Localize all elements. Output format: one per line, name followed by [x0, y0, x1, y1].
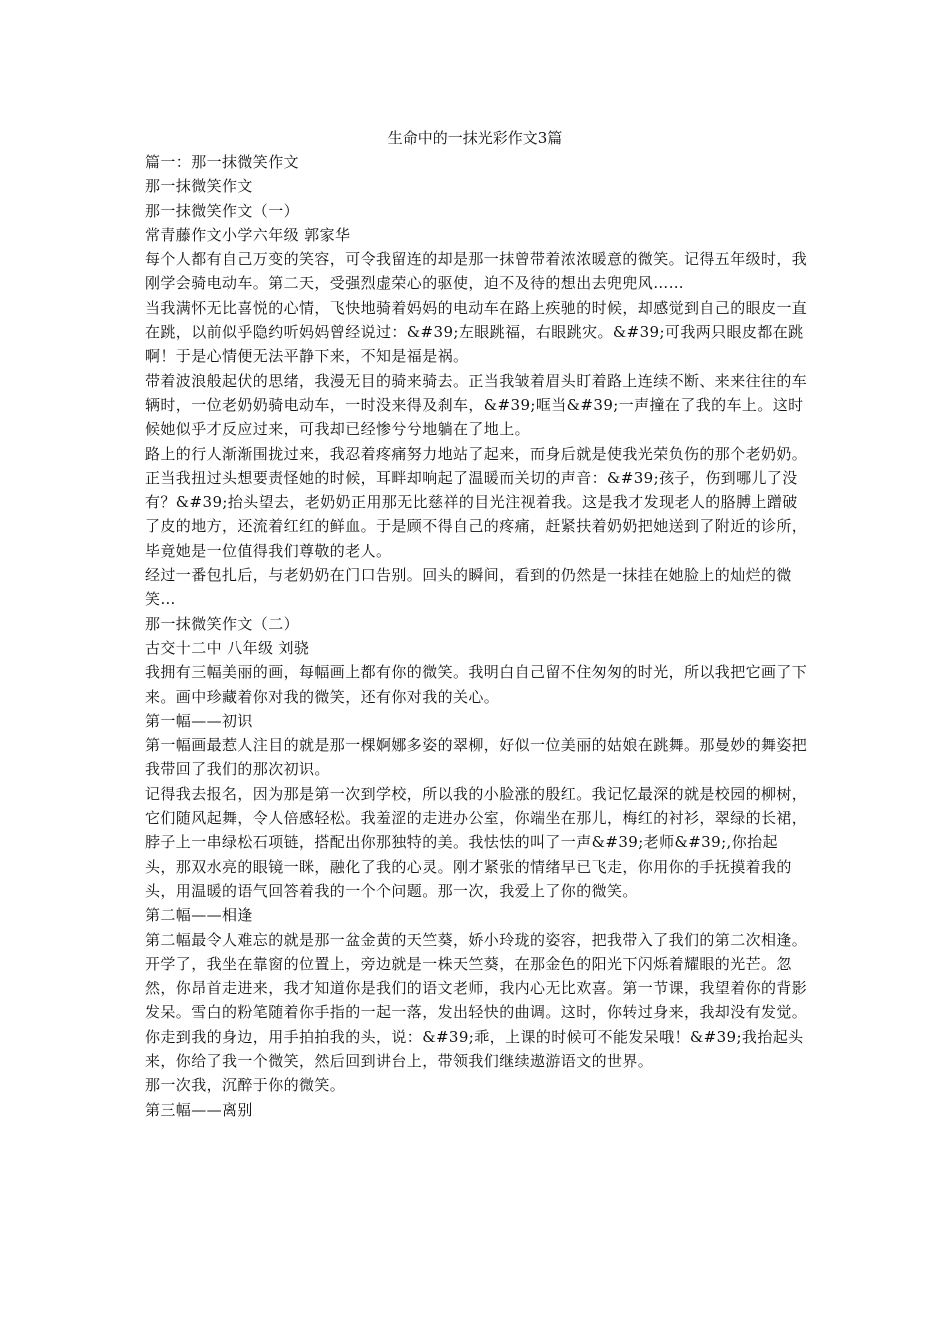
paragraph: 每个人都有自己万变的笑容，可令我留连的却是那一抹曾带着浓浓暖意的微笑。记得五年级时，我刚学会骑电动车。第二天，受强烈虚荣心的驱使，迫不及待的想出去兜兜风…… [145, 250, 808, 293]
paragraph: 经过一番包扎后，与老奶奶在门口告别。回头的瞬间，看到的仍然是一抹挂在她脸上的灿烂的微笑… [145, 566, 792, 609]
document-body [145, 150, 808, 1122]
paragraph: 那一抹微笑作文（一） [145, 201, 300, 220]
paragraph: 第二幅——相逢 [145, 906, 253, 925]
paragraph: 第一幅——初识 [145, 711, 253, 730]
paragraph: 第三幅——离别 [145, 1100, 253, 1119]
paragraph: 开学了，我坐在靠窗的位置上，旁边就是一株天竺葵，在那金色的阳光下闪烁着耀眼的光芒。忽然，你昂首走进来，我才知道你是我们的语文老师，我内心无比欢喜。第一节课，我望着你的背影发呆。雪白的粉笔随着你手指的一起一落，发出轻快的曲调。这时，你转过身来，我却没有发觉。你走到我的身边，用手拍拍我的头，说：&#39;乖，上课的时候可不能发呆哦！&#39;我抬起头来，你给了我一个微笑，然后回到讲台上，带领我们继续遨游语文的世界。 [145, 954, 808, 1070]
paragraph: 那一次我，沉醉于你的微笑。 [145, 1076, 346, 1095]
paragraph: 带着波浪般起伏的思绪，我漫无目的骑来骑去。正当我皱着眉头盯着路上连续不断、来来往往的车辆时，一位老奶奶骑电动车，一时没来得及刹车，&#39;哐当&#39;一声撞在了我的车上。这时候她似乎才反应过来，可我却已经惨兮兮地躺在了地上。 [145, 371, 808, 439]
paragraph: 路上的行人渐渐围拢过来，我忍着疼痛努力地站了起来，而身后就是使我光荣负伤的那个老奶奶。正当我扭过头想要责怪她的时候，耳畔却响起了温暖而关切的声音：&#39;孩子，伤到哪儿了没有？&#39;抬头望去，老奶奶正用那无比慈祥的目光注视着我。这是我才发现老人的胳膊上蹭破了皮的地方，还流着红红的鲜血。于是顾不得自己的疼痛，赶紧扶着奶奶把她送到了附近的诊所，毕竟她是一位值得我们尊敬的老人。 [145, 444, 808, 560]
paragraph: 当我满怀无比喜悦的心情，飞快地骑着妈妈的电动车在路上疾驰的时候，却感觉到自己的眼皮一直在跳，以前似乎隐约听妈妈曾经说过：&#39;左眼跳福，右眼跳灾。&#39;可我两只眼皮都在跳啊！于是心情便无法平静下来，不知是福是祸。 [145, 298, 808, 366]
paragraph: 第二幅最令人难忘的就是那一盆金黄的天竺葵，娇小玲珑的姿容，把我带入了我们的第二次相逢。 [145, 930, 808, 949]
paragraph: 常青藤作文小学六年级 郭家华 [145, 225, 351, 244]
paragraph: 那一抹微笑作文 [145, 177, 253, 196]
paragraph: 我拥有三幅美丽的画，每幅画上都有你的微笑。我明白自己留不住匆匆的时光，所以我把它画了下来。画中珍藏着你对我的微笑，还有你对我的关心。 [145, 663, 808, 706]
paragraph: 古交十二中 八年级 刘骁 [145, 638, 310, 657]
paragraph: 那一抹微笑作文（二） [145, 614, 300, 633]
paragraph: 记得我去报名，因为那是第一次到学校，所以我的小脸涨的殷红。我记忆最深的就是校园的柳树，它们随风起舞，令人倍感轻松。我羞涩的走进办公室，你端坐在那儿，梅红的衬衫，翠绿的长裙，脖子上一串绿松石项链，搭配出你那独特的美。我怯怯的叫了一声&#39;老师&#39;,你抬起头，那双水亮的眼镜一眯，融化了我的心灵。刚才紧张的情绪早已飞走，你用你的手抚摸着我的头，用温暖的语气回答着我的一个个问题。那一次，我爱上了你的微笑。 [145, 784, 808, 900]
paragraph: 第一幅画最惹人注目的就是那一棵婀娜多姿的翠柳，好似一位美丽的姑娘在跳舞。那曼妙的舞姿把我带回了我们的那次初识。 [145, 736, 808, 779]
paragraph: 篇一：那一抹微笑作文 [145, 153, 300, 171]
document-title: 生命中的一抹光彩作文3篇 [387, 129, 563, 147]
